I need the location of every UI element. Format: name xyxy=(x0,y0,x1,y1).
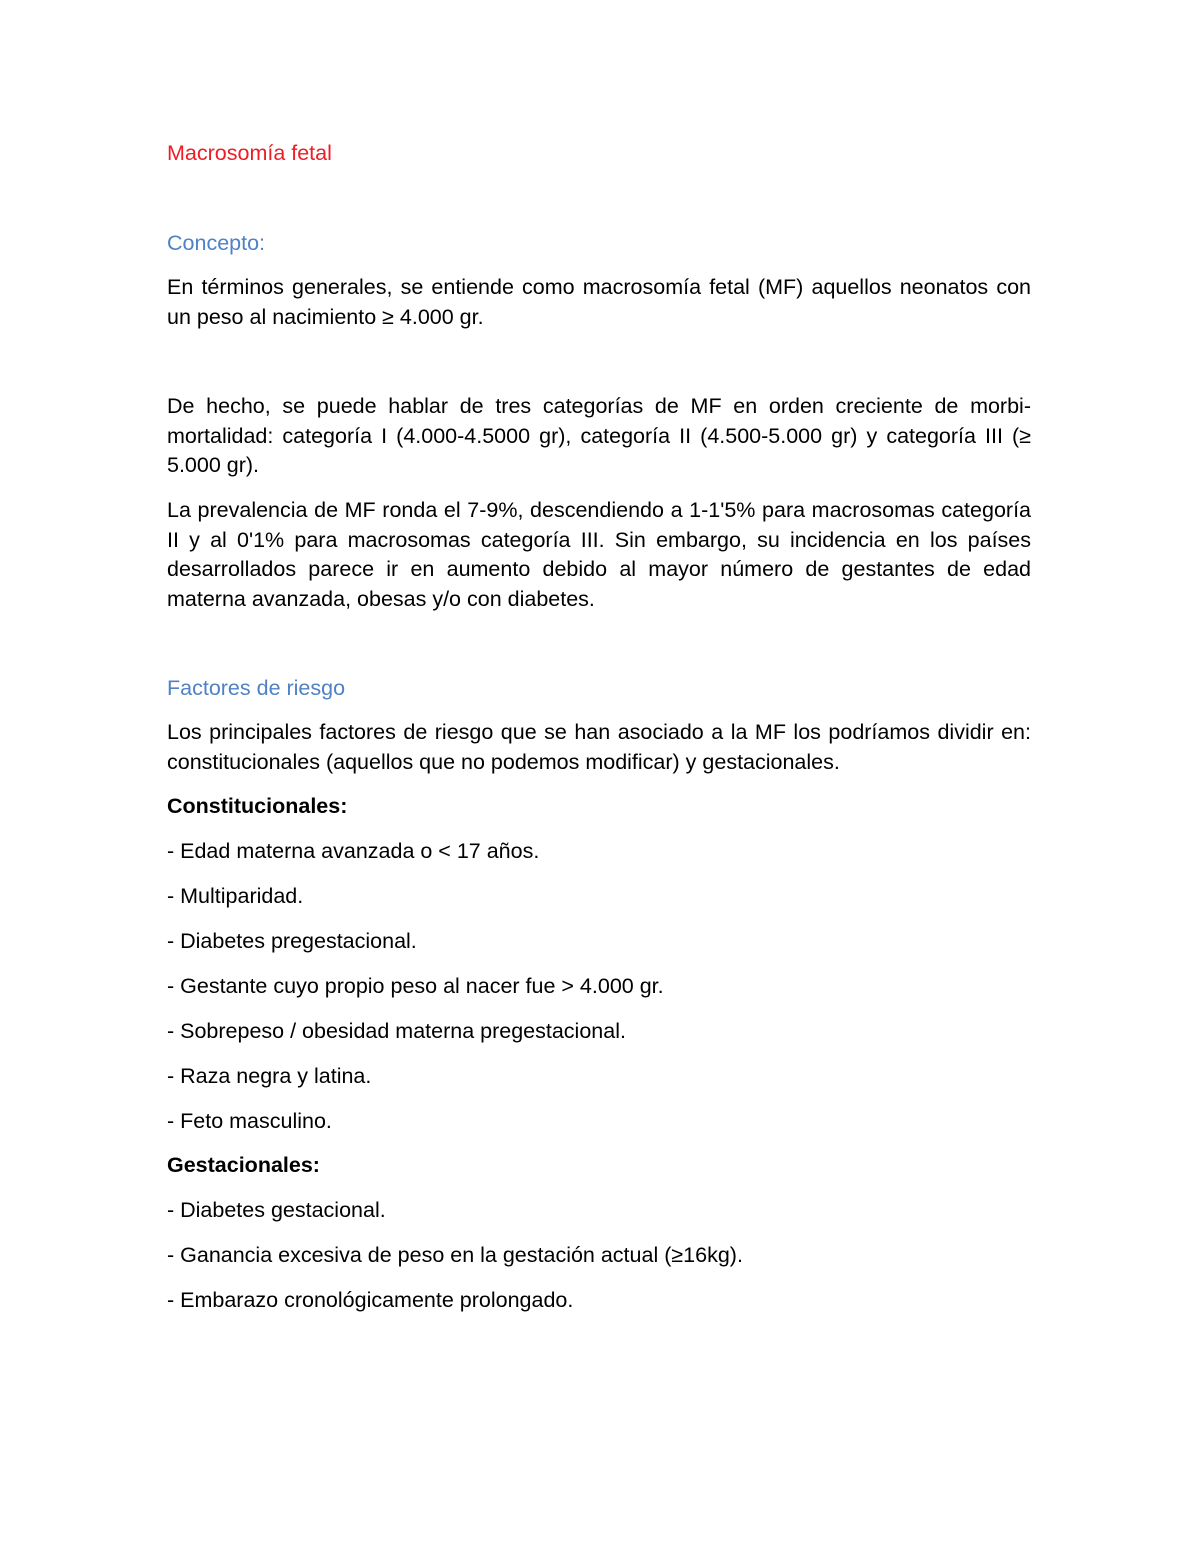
factores-intro: Los principales factores de riesgo que se han asociado a la MF los podríamos dividir en: constitucionales (aquellos que no podemos modificar) y gestacionales. xyxy=(167,720,1031,774)
list-item: - Gestante cuyo propio peso al nacer fue > 4.000 gr. xyxy=(167,974,664,998)
constitucionales-heading: Constitucionales: xyxy=(167,794,348,818)
list-item: - Diabetes gestacional. xyxy=(167,1198,386,1222)
gestacionales-heading: Gestacionales: xyxy=(167,1153,320,1177)
concepto-heading: Concepto: xyxy=(167,231,266,255)
list-item: - Embarazo cronológicamente prolongado. xyxy=(167,1288,574,1312)
factores-heading: Factores de riesgo xyxy=(167,676,346,700)
concepto-paragraph-2: De hecho, se puede hablar de tres categorías de MF en orden creciente de morbi-mortalidad: categoría I (4.000-4.5000 gr), categoría II (4.500-5.000 gr) y categoría III (≥ 5.000 gr). xyxy=(167,394,1031,477)
list-item: - Raza negra y latina. xyxy=(167,1064,372,1088)
document-title: Macrosomía fetal xyxy=(167,141,332,165)
list-item: - Edad materna avanzada o < 17 años. xyxy=(167,839,540,863)
list-item: - Ganancia excesiva de peso en la gestación actual (≥16kg). xyxy=(167,1243,743,1267)
document-page xyxy=(167,0,1031,1553)
list-item: - Multiparidad. xyxy=(167,884,304,908)
concepto-paragraph-1: En términos generales, se entiende como macrosomía fetal (MF) aquellos neonatos con un peso al nacimiento ≥ 4.000 gr. xyxy=(167,275,1031,329)
list-item: - Feto masculino. xyxy=(167,1109,332,1133)
concepto-paragraph-3: La prevalencia de MF ronda el 7-9%, descendiendo a 1-1'5% para macrosomas categoría II y al 0'1% para macrosomas categoría III. Sin embargo, su incidencia en los países desarrollados parece ir en aumento debido al mayor número de gestantes de edad materna avanzada, obesas y/o con diabetes. xyxy=(167,498,1031,611)
list-item: - Sobrepeso / obesidad materna pregestacional. xyxy=(167,1019,626,1043)
list-item: - Diabetes pregestacional. xyxy=(167,929,417,953)
